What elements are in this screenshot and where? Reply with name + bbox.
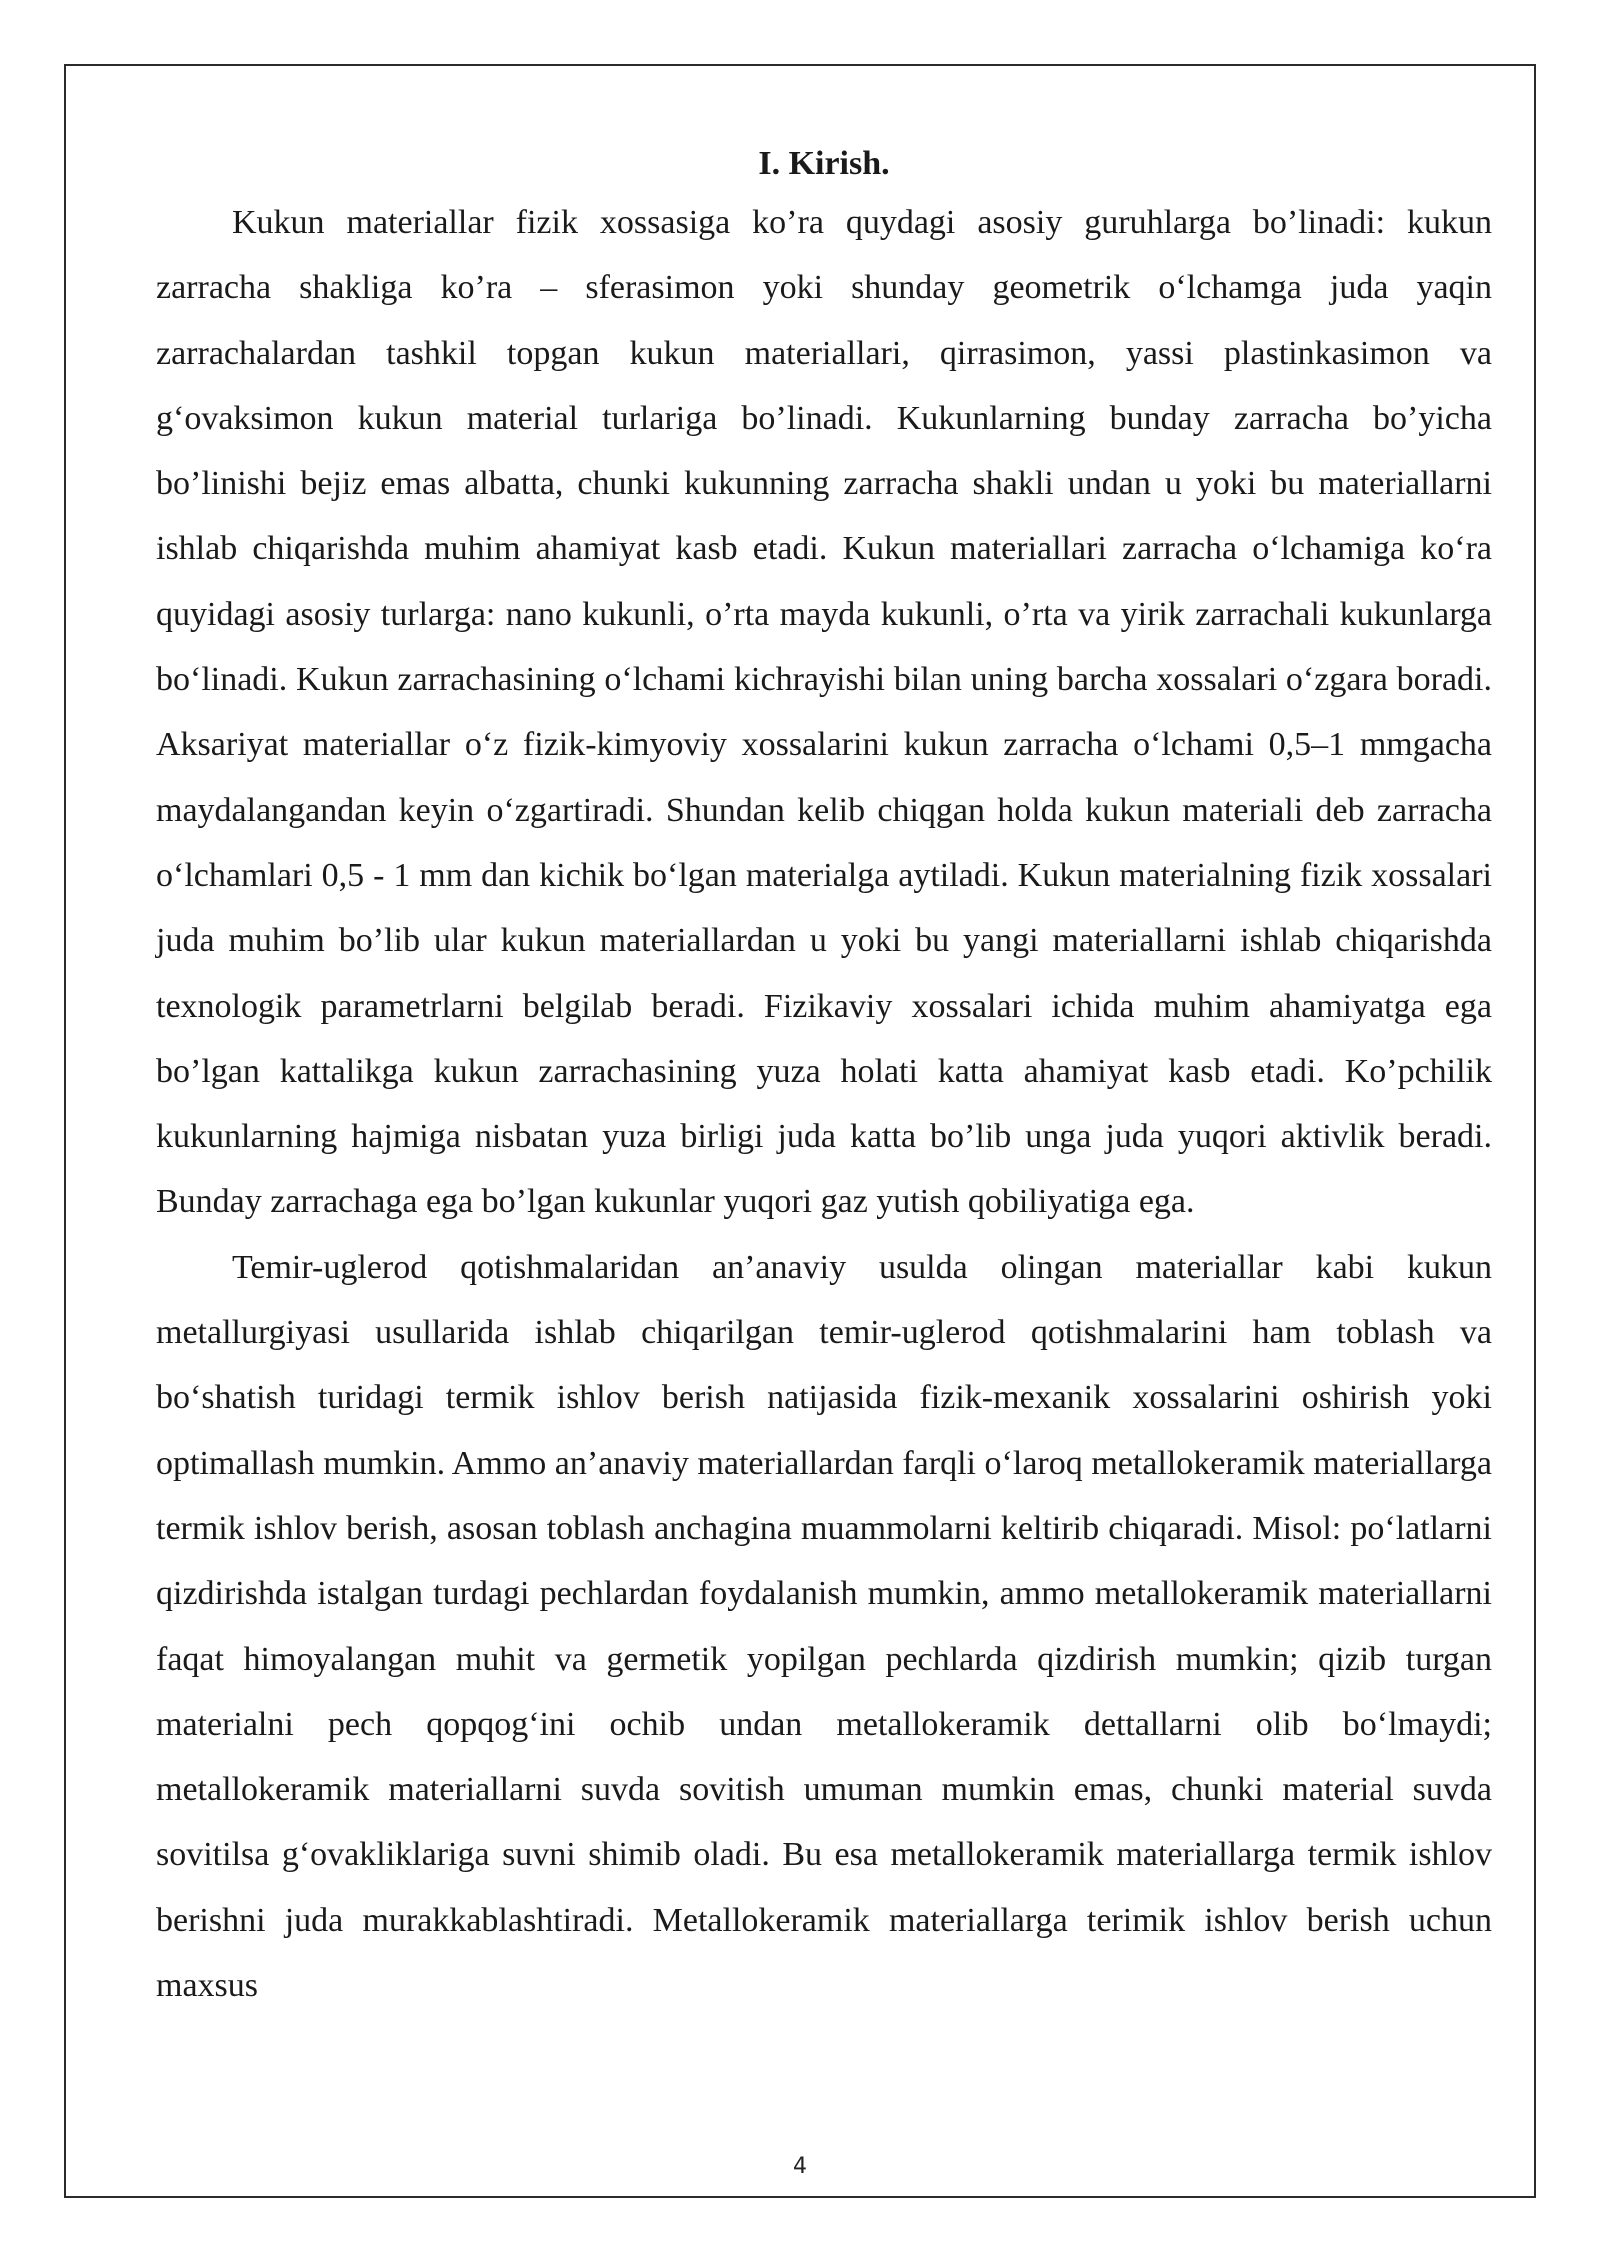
page-number: 4 [793, 2154, 807, 2179]
paragraph-2: Temir-uglerod qotishmalaridan an’anaviy usulda olingan materiallar kabi kukun metallurgiyasi usullarida ishlab chiqarilgan temir-uglerod qotishmalarini ham toblash va bo‘shatish turidagi termik ishlov berish natijasida fizik-mexanik xossalarini oshirish yoki optimallash mumkin. Ammo an’anaviy materiallardan farqli o‘laroq metallokeramik materiallarga termik ishlov berish, asosan toblash anchagina muammolarni keltirib chiqaradi. Misol: po‘latlarni qizdirishda istalgan turdagi pechlardan foydalanish mumkin, ammo metallokeramik materiallarni faqat himoyalangan muhit va germetik yopilgan pechlarda qizdirish mumkin; qizib turgan materialni pech qopqog‘ini ochib undan metallokeramik dettallarni olib bo‘lmaydi; metallokeramik materiallarni suvda sovitish umuman mumkin emas, chunki material suvda sovitilsa g‘ovakliklariga suvni shimib oladi. Bu esa metallokeramik materiallarga termik ishlov berishni juda murakkablashtiradi. Metallokeramik materiallarga terimik ishlov berish uchun maxsus [156, 1248, 1492, 2005]
page-frame [64, 64, 1536, 2198]
page-content [156, 138, 1492, 2018]
paragraph-1: Kukun materiallar fizik xossasiga ko’ra quydagi asosiy guruhlarga bo’linadi: kukun zarracha shakliga ko’ra – sferasimon yoki shunday geometrik o‘lchamga juda yaqin zarrachalardan tashkil topgan kukun materiallari, qirrasimon, yassi plastinkasimon va g‘ovaksimon kukun material turlariga bo’linadi. Kukunlarning bunday zarracha bo’yicha bo’linishi bejiz emas albatta, chunki kukunning zarracha shakli undan u yoki bu materiallarni ishlab chiqarishda muhim ahamiyat kasb etadi. Kukun materiallari zarracha o‘lchamiga ko‘ra quyidagi asosiy turlarga: nano kukunli, o’rta mayda kukunli, o’rta va yirik zarrachali kukunlarga bo‘linadi. Kukun zarrachasining o‘lchami kichrayishi bilan uning barcha xossalari o‘zgara boradi. Aksariyat materiallar o‘z fizik-kimyoviy xossalarini kukun zarracha o‘lchami 0,5–1 mmgacha maydalangandan keyin o‘zgartiradi. Shundan kelib chiqgan holda kukun materiali deb zarracha o‘lchamlari 0,5 - 1 mm dan kichik bo‘lgan materialga aytiladi. Kukun materialning fizik xossalari juda muhim bo’lib ular kukun materiallardan u yoki bu yangi materiallarni ishlab chiqarishda texnologik parametrlarni belgilab beradi. Fizikaviy xossalari ichida muhim ahamiyatga ega bo’lgan kattalikga kukun zarrachasining yuza holati katta ahamiyat kasb etadi. Ko’pchilik kukunlarning hajmiga nisbatan yuza birligi juda katta bo’lib unga juda yuqori aktivlik beradi. Bunday zarrachaga ega bo’lgan kukunlar yuqori gaz yutish qobiliyatiga ega. [156, 204, 1492, 1221]
section-heading: I. Kirish. [758, 145, 890, 182]
